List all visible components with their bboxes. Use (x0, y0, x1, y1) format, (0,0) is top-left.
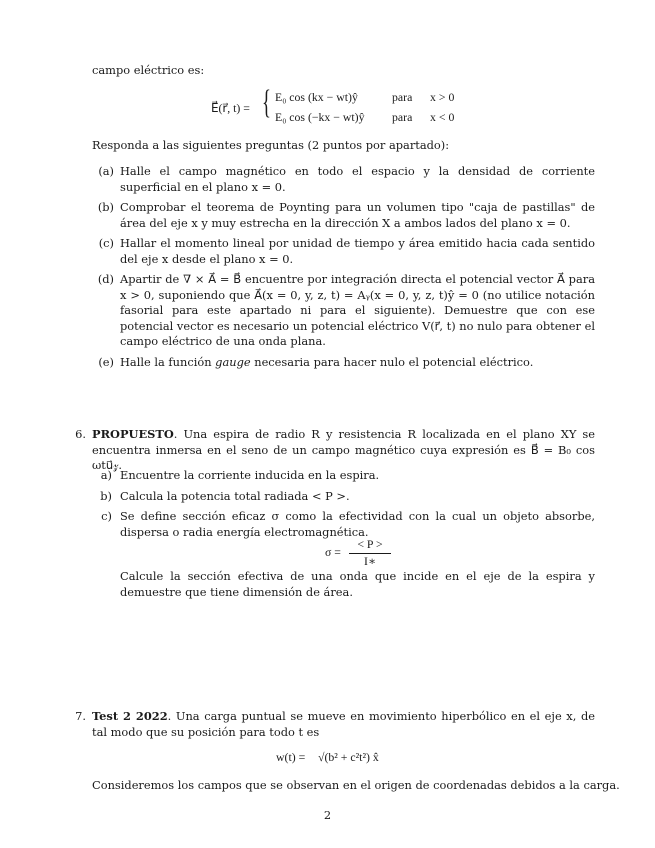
case2-word: para (392, 110, 413, 124)
subitem-text: Encuentre la corriente inducida en la espira. (120, 468, 380, 482)
case2-expression: E₀ cos (−kx − wt)ŷ (275, 110, 365, 124)
problem7-number: 7. (75, 709, 86, 723)
item-text-gauge: Halle la función gauge necesaria para hacer nulo el potencial eléctrico. (120, 355, 534, 369)
item-label: (d) (97, 272, 114, 286)
equation-brace: { (262, 84, 271, 121)
gauge-word: gauge (215, 355, 251, 369)
sigma-denominator: I∗ (364, 553, 376, 568)
intro-line: campo eléctrico es: (92, 63, 205, 77)
problem7-statement: Test 2 2022. Una carga puntual se mueve en movimiento hiperbólico en el eje x, de tal modo que su posición para todo t es (92, 709, 595, 739)
problem6-heading: PROPUESTO (92, 427, 174, 441)
case2-condition: x < 0 (430, 110, 455, 124)
item-label: (a) (98, 164, 114, 178)
subitem-label: c) (101, 509, 112, 523)
item-label: (b) (97, 200, 114, 214)
item-label: (e) (98, 355, 114, 369)
equation-lhs: E⃗(r⃗, t) = (211, 101, 250, 115)
item-text: Hallar el momento lineal por unidad de tiempo y área emitido hacia cada sentido del eje x desde el plano x = 0. (120, 236, 595, 266)
problem6-number: 6. (75, 427, 86, 441)
item-text: Comprobar el teorema de Poynting para un volumen tipo "caja de pastillas" de área del eje x y muy estrecha en la dirección X a ambos lados del plano x = 0. (120, 200, 595, 230)
case1-expression: E₀ cos (kx − wt)ŷ (275, 90, 358, 104)
position-lhs: w(t) = (276, 750, 306, 764)
sigma-lhs: σ = (325, 545, 341, 559)
position-rhs: √(b² + c²t²) x̂ (318, 750, 379, 764)
item-label: (c) (98, 236, 114, 250)
page-number: 2 (323, 808, 332, 822)
subitem-label: b) (100, 489, 112, 503)
item-text: Apartir de ∇ × A⃗ = B⃗ encuentre por integración directa el potencial vector A⃗ para x > 0, suponiendo que A⃗(x = 0, y, z, t) = Aᵧ(x = 0, y, z, t)ŷ = 0 (no utilice notación fasorial para este apartado ni para el siguiente). Demuestre que con ese potencial vector es necesario un potencial eléctrico V(r⃗, t) no nulo para obtener el campo eléctrico de una onda plana. (120, 272, 595, 349)
item-text: Halle el campo magnético en todo el espacio y la densidad de corriente superficial en el plano x = 0. (120, 164, 595, 194)
subitem-text: Calcula la potencia total radiada < P >. (120, 489, 350, 503)
problem7-closing: Consideremos los campos que se observan en el origen de coordenadas debidos a la carga. (92, 778, 620, 792)
problem7-heading: Test 2 2022 (92, 709, 168, 723)
sigma-fraction (349, 537, 391, 569)
subitem-label: a) (100, 468, 112, 482)
case1-word: para (392, 90, 413, 104)
problem6-statement: PROPUESTO. Una espira de radio R y resistencia R localizada en el plano XY se encuentra inmersa en el seno de un campo magnético cuya expresión es B⃗ = B₀ cos ωtu⃗𝓏. (92, 427, 595, 473)
subitem-text: Se define sección eficaz σ como la efectividad con la cual un objeto absorbe, dispersa o radia energía electromagnética. (120, 509, 595, 539)
sigma-numerator: < P > (349, 537, 391, 554)
problem6-closing: Calcule la sección efectiva de una onda que incide en el eje de la espira y demuestre que tiene dimensión de área. (120, 569, 595, 599)
answer-prompt: Responda a las siguientes preguntas (2 puntos por apartado): (92, 138, 450, 152)
case1-condition: x > 0 (430, 90, 455, 104)
